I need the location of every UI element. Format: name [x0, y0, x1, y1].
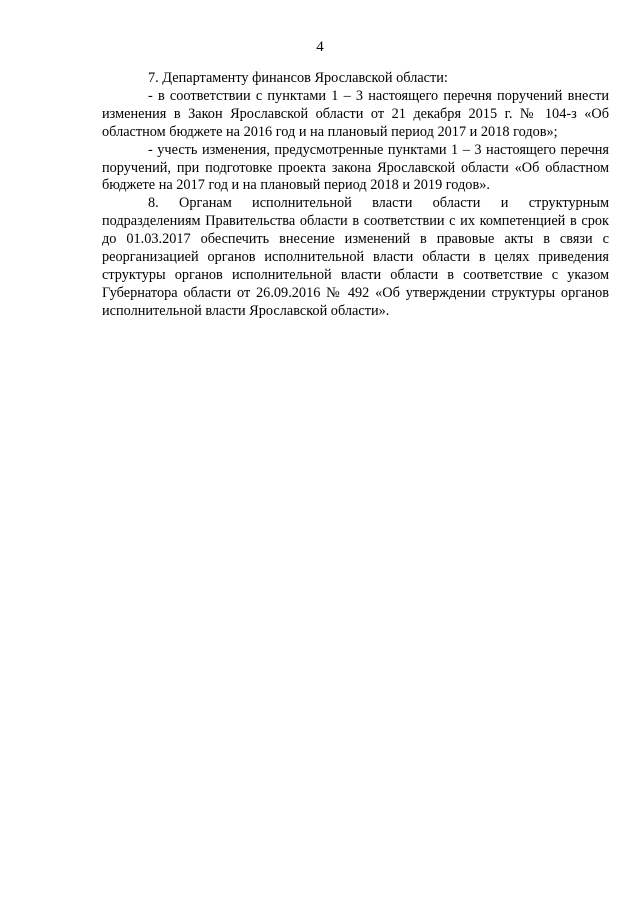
- paragraph-7-heading: 7. Департаменту финансов Ярославской области:: [148, 70, 448, 86]
- document-body: [102, 70, 609, 321]
- page-number: 4: [316, 39, 324, 55]
- paragraph-7-item-2: - учесть изменения, предусмотренные пунктами 1 – 3 настоящего перечня поручений, при подготовке проекта закона Ярославской области «Об областном бюджете на 2017 год и на плановый период 2018 и 2019 годов».: [102, 141, 609, 194]
- paragraph-8: 8. Органам исполнительной власти области и структурным подразделениям Правительства области в соответствии с их компетенцией в срок до 01.03.2017 обеспечить внесение изменений в правовые акты в связи с реорганизацией органов исполнительной власти области в целях приведения структуры органов исполнительной власти области в соответствие с указом Губернатора области от 26.09.2016 № 492 «Об утверждении структуры органов исполнительной власти Ярославской области».: [102, 195, 609, 319]
- paragraph-7-item-1: - в соответствии с пунктами 1 – 3 настоящего перечня поручений внести изменения в Закон Ярославской области от 21 декабря 2015 г. № 104-з «Об областном бюджете на 2016 год и на плановый период 2017 и 2018 годов»;: [102, 87, 609, 140]
